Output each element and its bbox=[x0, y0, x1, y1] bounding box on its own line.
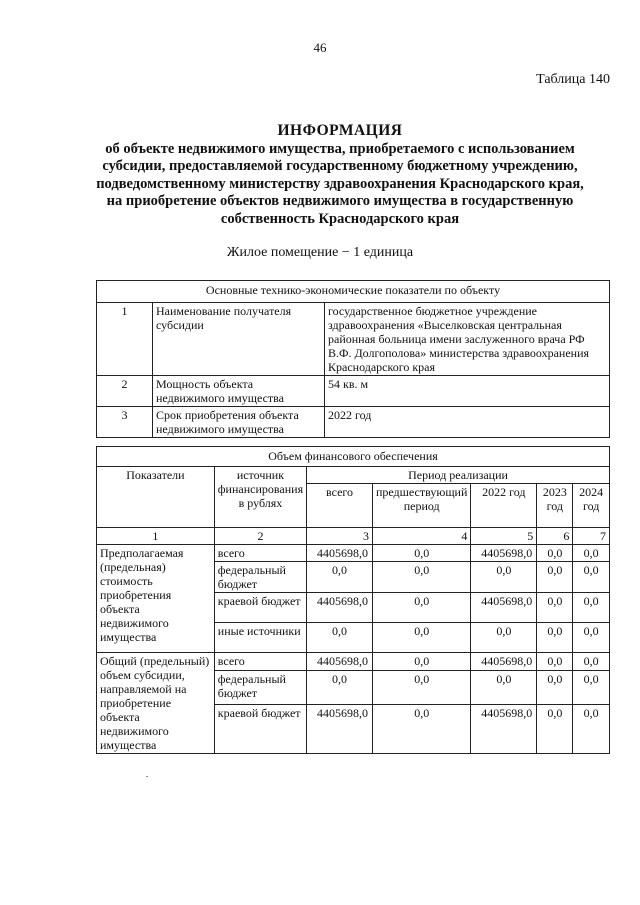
heading-title: ИНФОРМАЦИЯ bbox=[277, 122, 403, 139]
header-total: всего bbox=[307, 484, 373, 528]
indicator-name: Мощность объекта недвижимого имущества bbox=[153, 376, 325, 407]
indicator-value: 2022 год bbox=[325, 407, 610, 438]
source-cell: иные источники bbox=[214, 623, 306, 653]
object-subtitle: Жилое помещение − 1 единица bbox=[226, 245, 414, 260]
prev-cell: 0,0 bbox=[372, 623, 470, 653]
y2023-cell: 0,0 bbox=[537, 593, 573, 623]
total-cell: 4405698,0 bbox=[307, 653, 373, 671]
column-number: 3 bbox=[307, 528, 373, 545]
total-cell: 4405698,0 bbox=[307, 593, 373, 623]
y2022-cell: 4405698,0 bbox=[471, 545, 537, 562]
heading-line: субсидии, предоставляемой государственному бюджетному учреждению, bbox=[102, 158, 578, 174]
header-indicators: Показатели bbox=[97, 467, 215, 528]
indicator-row bbox=[97, 376, 610, 407]
table-label: Таблица 140 bbox=[536, 72, 610, 87]
page-number: 46 bbox=[313, 40, 327, 55]
document-heading bbox=[70, 122, 610, 228]
y2022-cell: 0,0 bbox=[471, 562, 537, 593]
total-cell: 4405698,0 bbox=[307, 704, 373, 753]
indicator-number: 2 bbox=[97, 376, 153, 407]
y2023-cell: 0,0 bbox=[537, 623, 573, 653]
y2023-cell: 0,0 bbox=[537, 653, 573, 671]
indicator-row bbox=[97, 303, 610, 376]
finance-row bbox=[97, 653, 610, 671]
prev-cell: 0,0 bbox=[372, 593, 470, 623]
y2024-cell: 0,0 bbox=[573, 545, 610, 562]
y2023-cell: 0,0 bbox=[537, 704, 573, 753]
y2024-cell: 0,0 bbox=[573, 671, 610, 704]
y2024-cell: 0,0 bbox=[573, 623, 610, 653]
source-cell: федеральный бюджет bbox=[214, 562, 306, 593]
total-cell: 0,0 bbox=[307, 623, 373, 653]
y2022-cell: 0,0 bbox=[471, 671, 537, 704]
header-2024: 2024 год bbox=[573, 484, 610, 528]
y2023-cell: 0,0 bbox=[537, 545, 573, 562]
heading-line: подведомственному министерству здравоохранения Краснодарского края, bbox=[96, 175, 584, 192]
header-source: источник финансирования в рублях bbox=[214, 467, 306, 528]
y2024-cell: 0,0 bbox=[573, 704, 610, 753]
column-number: 1 bbox=[97, 528, 215, 545]
prev-cell: 0,0 bbox=[372, 653, 470, 671]
y2022-cell: 4405698,0 bbox=[471, 593, 537, 623]
y2023-cell: 0,0 bbox=[537, 562, 573, 593]
column-numbers-row bbox=[97, 528, 610, 545]
indicator-name: Срок приобретения объекта недвижимого имущества bbox=[153, 407, 325, 438]
column-number: 6 bbox=[537, 528, 573, 545]
heading-line: собственность Краснодарского края bbox=[220, 210, 460, 227]
y2023-cell: 0,0 bbox=[537, 671, 573, 704]
source-cell: краевой бюджет bbox=[214, 704, 306, 753]
prev-cell: 0,0 bbox=[372, 704, 470, 753]
indicator-number: 3 bbox=[97, 407, 153, 438]
total-cell: 4405698,0 bbox=[307, 545, 373, 562]
indicators-table bbox=[96, 280, 610, 438]
finance-section-title: Объем финансового обеспечения bbox=[97, 447, 610, 467]
finance-row bbox=[97, 545, 610, 562]
y2022-cell: 0,0 bbox=[471, 623, 537, 653]
header-previous: предшествующий период bbox=[372, 484, 470, 528]
y2022-cell: 4405698,0 bbox=[471, 704, 537, 753]
source-cell: всего bbox=[214, 545, 306, 562]
y2024-cell: 0,0 bbox=[573, 653, 610, 671]
y2024-cell: 0,0 bbox=[573, 562, 610, 593]
prev-cell: 0,0 bbox=[372, 562, 470, 593]
header-2022: 2022 год bbox=[471, 484, 537, 528]
indicator-name: Наименование получателя субсидии bbox=[153, 303, 325, 376]
indicator-row bbox=[97, 407, 610, 438]
finance-table bbox=[96, 446, 610, 754]
indicators-section-title: Основные технико-экономические показатели по объекту bbox=[97, 281, 610, 303]
header-2023: 2023 год bbox=[537, 484, 573, 528]
heading-line: на приобретение объектов недвижимого имущества в государственную bbox=[106, 193, 574, 209]
indicator-number: 1 bbox=[97, 303, 153, 376]
column-number: 2 bbox=[214, 528, 306, 545]
column-number: 7 bbox=[573, 528, 610, 545]
prev-cell: 0,0 bbox=[372, 671, 470, 704]
indicator-value: государственное бюджетное учреждение здравоохранения «Выселковская центральная районная больница имени заслуженного врача РФ В.Ф. Долгополова» министерства здравоохранения Краснодарского края bbox=[325, 303, 610, 376]
total-cell: 0,0 bbox=[307, 562, 373, 593]
y2022-cell: 4405698,0 bbox=[471, 653, 537, 671]
source-cell: федеральный бюджет bbox=[214, 671, 306, 704]
scan-speck bbox=[146, 776, 148, 777]
total-cell: 0,0 bbox=[307, 671, 373, 704]
source-cell: краевой бюджет bbox=[214, 593, 306, 623]
group-label: Общий (предельный) объем субсидии, направляемой на приобретение объекта недвижимого имущества bbox=[97, 653, 215, 754]
header-period: Период реализации bbox=[307, 467, 610, 484]
indicator-value: 54 кв. м bbox=[325, 376, 610, 407]
group-label: Предполагаемая (предельная) стоимость приобретения объекта недвижимого имущества bbox=[97, 545, 215, 653]
heading-line: об объекте недвижимого имущества, приобретаемого с использованием bbox=[105, 140, 575, 157]
column-number: 4 bbox=[372, 528, 470, 545]
prev-cell: 0,0 bbox=[372, 545, 470, 562]
column-number: 5 bbox=[471, 528, 537, 545]
source-cell: всего bbox=[214, 653, 306, 671]
y2024-cell: 0,0 bbox=[573, 593, 610, 623]
